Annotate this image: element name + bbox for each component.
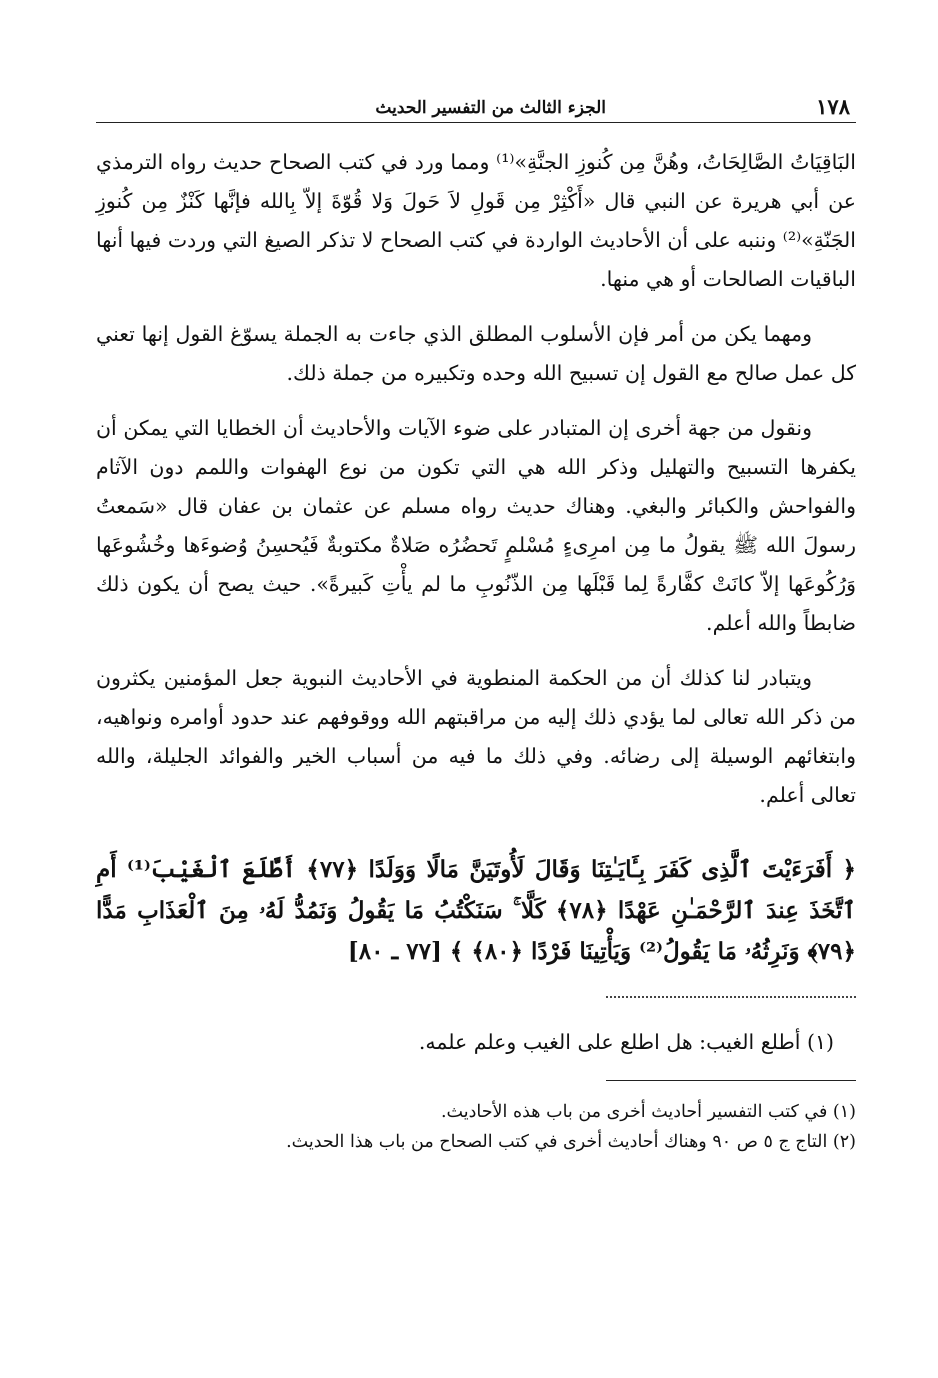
paragraph: ومهما يكن من أمر فإن الأسلوب المطلق الذي جاءت به الجملة يسوّغ القول إنها تعني كل عمل صالح مع القول إن تسبيح الله وحده وتكبيره من جملة ذلك. [96, 322, 856, 385]
footnotes [96, 1097, 856, 1157]
paragraph: ويتبادر لنا كذلك أن من الحكمة المنطوية في الأحاديث النبوية جعل المؤمنين يكثرون من ذكر الله تعالى لما يؤدي ذلك إليه من مراقبتهم الله ووقوفهم عند حدود أوامره ونواهيه، وابتغائهم الوسيلة إلى رضائه. وفي ذلك ما فيه من أسباب الخير والفوائد الجليلة، والله تعالى أعلم. [96, 666, 856, 807]
main-text [96, 143, 856, 815]
page-number: ١٧٨ [816, 94, 850, 119]
quran-verse: ﴿ أَفَرَءَيْتَ ٱلَّذِى كَفَرَ بِـَٔايَـٰتِنَا وَقَالَ لَأُوتَيَنَّ مَالًا وَوَلَدًا ﴿٧٧﴾ أَطَّلَعَ ٱلْغَيْبَ⁽¹⁾ أَمِ ٱتَّخَذَ عِندَ ٱلرَّحْمَـٰنِ عَهْدًا ﴿٧٨﴾ كَلَّا ۚ سَنَكْتُبُ مَا يَقُولُ وَنَمُدُّ لَهُۥ مِنَ ٱلْعَذَابِ مَدًّا ﴿٧٩﴾ وَنَرِثُهُۥ مَا يَقُولُ⁽²⁾ وَيَأْتِينَا فَرْدًا ﴿٨٠﴾ ﴾ [٧٧ ـ ٨٠] [96, 856, 856, 965]
page-header [96, 92, 856, 123]
paragraph: البَاقِيَاتُ الصَّالِحَاتُ، وهُنَّ مِن كُنوزِ الجنَّةِ»⁽¹⁾ ومما ورد في كتب الصحاح حديث رواه الترمذي عن أبي هريرة عن النبي قال «أَكْثِرْ مِن قَولِ لاَ حَولَ وَلا قُوّةَ إلاّ بِالله فإنَّها كَنْزٌ مِن كُنوزِ الجَنّةِ»⁽²⁾ وننبه على أن الأحاديث الواردة في كتب الصحاح لا تذكر الصيغ التي وردت فيها أنها الباقيات الصالحات أو هي منها. [96, 150, 857, 291]
footnote-divider [606, 1080, 856, 1081]
footnote: (١) في كتب التفسير أحاديث أخرى من باب هذه الأحاديث. [440, 1102, 856, 1122]
dotted-divider [606, 996, 856, 998]
paragraph: ونقول من جهة أخرى إن المتبادر على ضوء الآيات والأحاديث أن الخطايا التي يمكن أن يكفرها التسبيح والتهليل وذكر الله هي التي تكون من نوع الهفوات واللمم دون الآثام والفواحش والكبائر والبغي. وهناك حديث رواه مسلم عن عثمان بن عفان قال «سَمعتُ رسولَ الله ﷺ يقولُ ما مِن امرِىءٍ مُسْلمٍ تَحضُرُه صَلاةٌ مكتوبةٌ فَيُحسِنُ وُضوءَها وخُشُوعَها وَرُكُوعَها إلاّ كانَتْ كفَّارةً لِما قَبْلَها مِن الذّنُوبِ ما لم يأْتِ كَبيرةً». حيث يصح أن يكون ذلك ضابطاً والله أعلم. [96, 416, 856, 635]
running-title: الجزء الثالث من التفسير الحديث [375, 98, 606, 118]
footnote: (٢) التاج ج ٥ ص ٩٠ وهناك أحاديث أخرى في كتب الصحاح من باب هذا الحديث. [286, 1132, 856, 1152]
verse-note: (١) أطلع الغيب: هل اطلع على الغيب وعلم علمه. [418, 1030, 834, 1054]
book-page [96, 92, 856, 1272]
